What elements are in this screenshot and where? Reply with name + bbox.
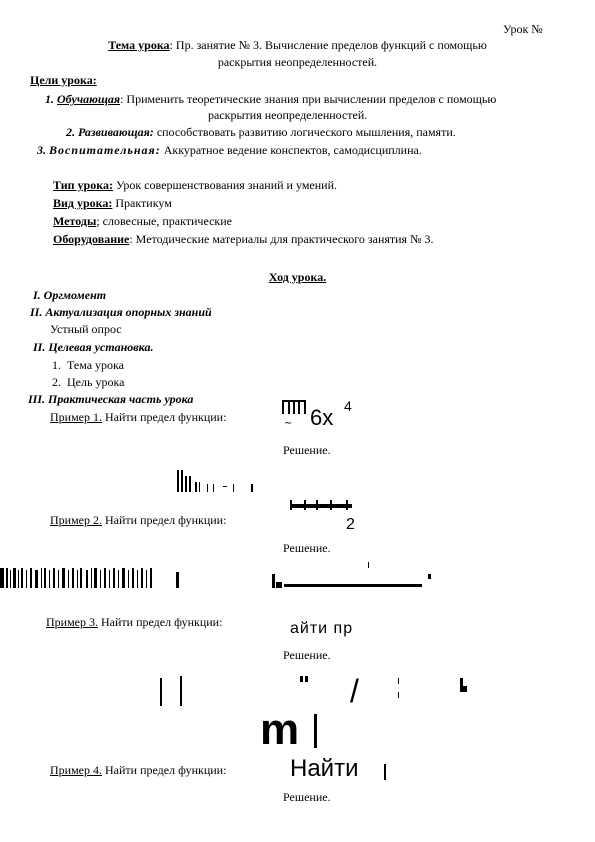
formula-ex2-denominator: 2 bbox=[346, 516, 355, 533]
goal-2-text: способствовать развитию логического мышления, памяти. bbox=[153, 125, 456, 139]
lesson-methods bbox=[53, 214, 232, 228]
lesson-methods-label: Методы bbox=[53, 214, 97, 228]
lesson-kind-label: Вид урока: bbox=[53, 196, 113, 210]
lesson-type-value: Урок совершенствования знаний и умений. bbox=[112, 178, 337, 192]
formula-ex1-power: 4 bbox=[344, 398, 352, 414]
example-4 bbox=[50, 763, 226, 777]
example-2-label: Пример 2. bbox=[50, 513, 103, 527]
list-item-2: 2. Цель урока bbox=[52, 375, 125, 389]
example-4-label: Пример 4. bbox=[50, 763, 103, 777]
goal-3 bbox=[37, 143, 422, 157]
goal-2-num: 2. bbox=[66, 125, 75, 139]
formula-ex4 bbox=[290, 754, 400, 784]
lesson-equipment-value: : Методические материалы для практического занятия № 3. bbox=[129, 232, 434, 246]
course-heading: Ход урока. bbox=[268, 270, 327, 284]
goal-1-name: Обучающая bbox=[57, 92, 121, 106]
formula-fragment-row-3: / bbox=[150, 672, 480, 712]
topic-label: Тема урока bbox=[108, 38, 170, 52]
example-2-task: Найти предел функции: bbox=[102, 513, 227, 527]
example-4-solution: Решение. bbox=[283, 790, 331, 804]
goal-3-text: Аккуратное ведение конспектов, самодисциплина. bbox=[160, 143, 422, 157]
lesson-kind bbox=[53, 196, 172, 210]
formula-ex4-m: m bbox=[260, 705, 300, 754]
example-2 bbox=[50, 513, 226, 527]
example-1-solution: Решение. bbox=[283, 443, 331, 457]
lesson-equipment bbox=[53, 232, 434, 246]
lesson-methods-value: ; словесные, практические bbox=[96, 214, 232, 228]
list-item-1: 1. Тема урока bbox=[52, 358, 125, 372]
formula-ex1-body: 6x bbox=[310, 405, 334, 430]
example-4-task: Найти предел функции: bbox=[102, 763, 227, 777]
goal-1-num: 1. bbox=[45, 92, 54, 106]
section-goal-setting: II. Целевая установка. bbox=[33, 340, 154, 354]
formula-ex2 bbox=[290, 500, 360, 538]
goal-1-line-2: раскрытия неопределенностей. bbox=[208, 108, 368, 122]
example-3-label: Пример 3. bbox=[46, 615, 99, 629]
topic-line-1 bbox=[0, 38, 595, 52]
formula-ex4-big bbox=[260, 705, 330, 754]
formula-ex3-text: айти пр bbox=[290, 620, 354, 637]
section-actualization: II. Актуализация опорных знаний bbox=[30, 305, 212, 319]
lesson-equipment-label: Оборудование bbox=[53, 232, 130, 246]
goal-3-name: Воспитательная: bbox=[49, 143, 161, 157]
goal-2 bbox=[66, 125, 456, 139]
example-1-task: Найти предел функции: bbox=[102, 410, 227, 424]
example-3 bbox=[46, 615, 222, 629]
formula-ex3 bbox=[290, 614, 380, 638]
topic-text-2: раскрытия неопределенностей bbox=[217, 55, 375, 69]
example-3-solution: Решение. bbox=[283, 648, 331, 662]
example-3-task: Найти предел функции: bbox=[98, 615, 223, 629]
goal-1-line-1 bbox=[45, 92, 496, 106]
goal-2-name: Развивающая: bbox=[78, 125, 154, 139]
topic-line-2: раскрытия неопределенностей. bbox=[217, 55, 378, 69]
formula-ex4-text: Найти bbox=[290, 755, 359, 782]
section-practice: III. Практическая часть урока bbox=[28, 392, 194, 406]
example-2-solution: Решение. bbox=[283, 541, 331, 555]
example-1 bbox=[50, 410, 226, 424]
topic-text-1: : Пр. занятие № 3. Вычисление пределов функций с помощью bbox=[169, 38, 487, 52]
example-1-label: Пример 1. bbox=[50, 410, 103, 424]
goal-3-num: 3. bbox=[37, 143, 46, 157]
section-orgmoment: I. Оргмомент bbox=[33, 288, 107, 302]
formula-fragment-row-1 bbox=[177, 468, 257, 496]
oral-quiz: Устный опрос bbox=[50, 322, 122, 336]
lesson-kind-value: Практикум bbox=[112, 196, 172, 210]
lesson-type bbox=[53, 178, 337, 192]
goal-1-text-2: раскрытия неопределенностей bbox=[208, 108, 365, 122]
goal-1-text-1: : Применить теоретические знания при вычислении пределов с помощью bbox=[120, 92, 497, 106]
formula-ex1: ∼ 6x 4 bbox=[284, 398, 352, 430]
lesson-type-label: Тип урока: bbox=[53, 178, 113, 192]
formula-fragment-row-2 bbox=[0, 562, 440, 602]
lesson-number: Урок № bbox=[503, 22, 543, 36]
goals-heading: Цели урока: bbox=[30, 73, 97, 87]
